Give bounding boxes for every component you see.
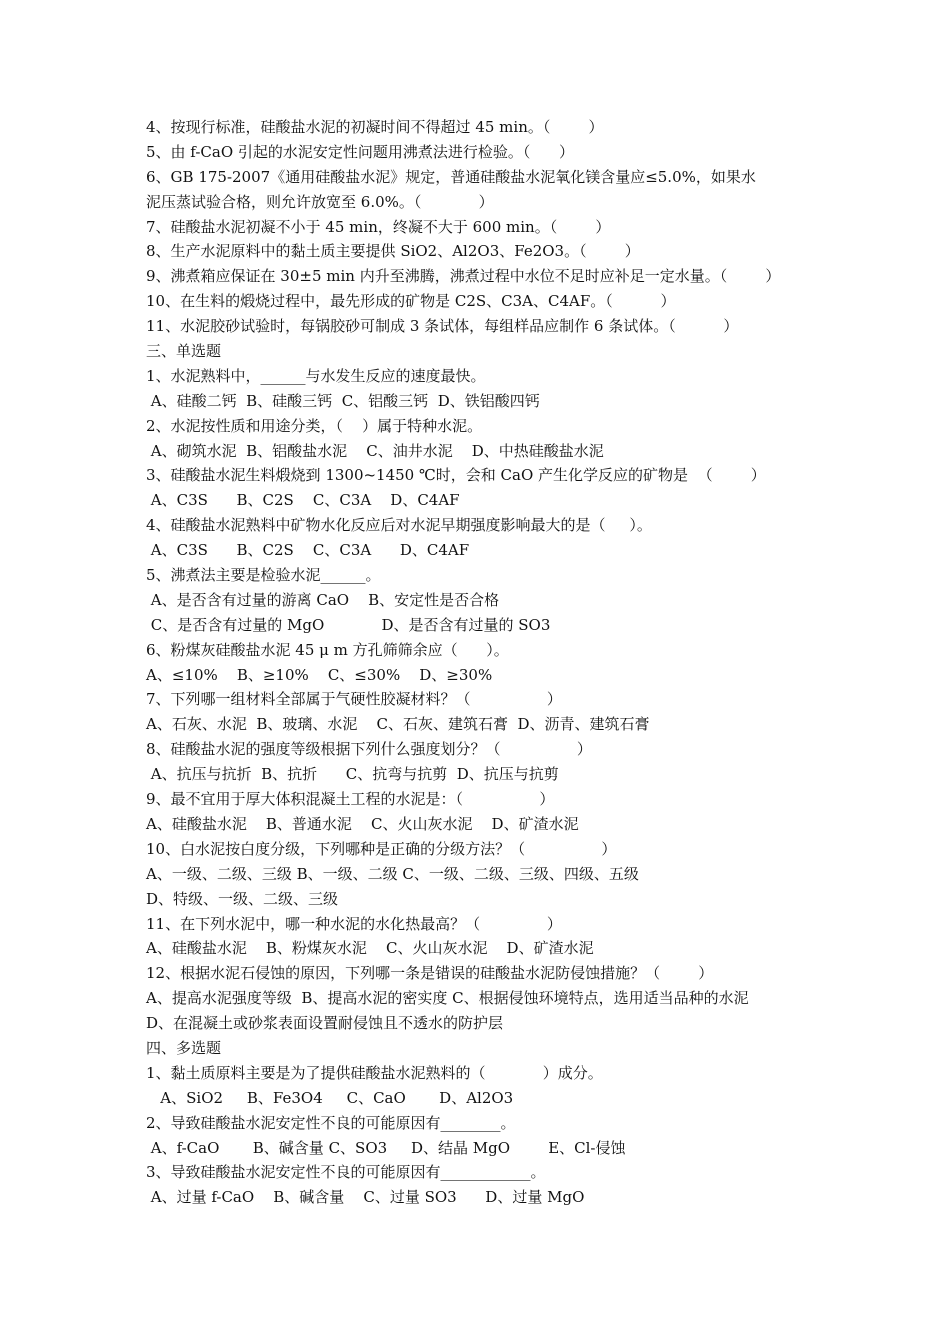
option-line: D、在混凝土或砂浆表面设置耐侵蚀且不透水的防护层 (146, 1014, 504, 1033)
question-line: 1、水泥熟料中，______与水发生反应的速度最快。 (146, 366, 486, 385)
question-line: 2、水泥按性质和用途分类，（ ）属于特种水泥。 (146, 416, 483, 435)
option-line: A、C3S B、C2S C、C3A D、C4AF (146, 541, 470, 560)
document-page (146, 115, 836, 1210)
question-line: 4、硅酸盐水泥熟料中矿物水化反应后对水泥早期强度影响最大的是（ ）。 (146, 516, 652, 535)
option-line: A、提高水泥强度等级 B、提高水泥的密实度 C、根据侵蚀环境特点，选用适当品种的水泥 (146, 989, 749, 1008)
option-line: D、特级、一级、二级、三级 (146, 889, 339, 908)
option-line: A、抗压与抗折 B、抗折 C、抗弯与抗剪 D、抗压与抗剪 (146, 765, 559, 784)
question-line: 6、GB 175-2007《通用硅酸盐水泥》规定，普通硅酸盐水泥氧化镁含量应≤5.0%，如果水 (146, 167, 756, 186)
question-line: 3、硅酸盐水泥生料煅烧到 1300~1450 ℃时，会和 CaO 产生化学反应的矿物是 （ ） (146, 466, 766, 485)
question-line: 3、导致硅酸盐水泥安定性不良的可能原因有____________。 (146, 1163, 546, 1182)
option-line: A、SiO2 B、Fe3O4 C、CaO D、Al2O3 (146, 1088, 514, 1107)
option-line: A、f-CaO B、碱含量 C、SO3 D、结晶 MgO E、Cl-侵蚀 (146, 1138, 626, 1157)
question-line: 9、最不宜用于厚大体积混凝土工程的水泥是：（ ） (146, 790, 555, 809)
question-line: 9、沸煮箱应保证在 30±5 min 内升至沸腾，沸煮过程中水位不足时应补足一定水量。（ ） (146, 267, 781, 286)
option-line: A、硅酸盐水泥 B、粉煤灰水泥 C、火山灰水泥 D、矿渣水泥 (146, 939, 594, 958)
question-line: 2、导致硅酸盐水泥安定性不良的可能原因有________。 (146, 1113, 516, 1132)
option-line: C、是否含有过量的 MgO D、是否含有过量的 SO3 (146, 615, 551, 634)
question-line: 5、沸煮法主要是检验水泥______。 (146, 566, 381, 585)
option-line: A、石灰、水泥 B、玻璃、水泥 C、石灰、建筑石膏 D、沥青、建筑石膏 (146, 715, 650, 734)
question-line: 5、由 f-CaO 引起的水泥安定性问题用沸煮法进行检验。（ ） (146, 142, 574, 161)
question-line: 7、硅酸盐水泥初凝不小于 45 min，终凝不大于 600 min。（ ） (146, 217, 611, 236)
question-line: 泥压蒸试验合格，则允许放宽至 6.0%。（ ） (146, 192, 494, 211)
option-line: A、一级、二级、三级 B、一级、二级 C、一级、二级、三级、四级、五级 (146, 864, 639, 883)
question-line: 10、在生料的煅烧过程中，最先形成的矿物是 C2S、C3A、C4AF。（ ） (146, 292, 676, 311)
option-line: A、过量 f-CaO B、碱含量 C、过量 SO3 D、过量 MgO (146, 1188, 585, 1207)
question-line: 11、在下列水泥中，哪一种水泥的水化热最高？（ ） (146, 914, 562, 933)
section-heading: 四、多选题 (146, 1038, 222, 1057)
option-line: A、砌筑水泥 B、铝酸盐水泥 C、油井水泥 D、中热硅酸盐水泥 (146, 441, 604, 460)
question-line: 8、硅酸盐水泥的强度等级根据下列什么强度划分？（ ） (146, 740, 592, 759)
question-line: 10、白水泥按白度分级，下列哪种是正确的分级方法？（ ） (146, 839, 617, 858)
option-line: A、是否含有过量的游离 CaO B、安定性是否合格 (146, 590, 500, 609)
question-line: 8、生产水泥原料中的黏土质主要提供 SiO2、Al2O3、Fe2O3。（ ） (146, 242, 640, 261)
option-line: A、硅酸二钙 B、硅酸三钙 C、铝酸三钙 D、铁铝酸四钙 (146, 391, 540, 410)
section-heading: 三、单选题 (146, 342, 222, 361)
question-line: 11、水泥胶砂试验时，每锅胶砂可制成 3 条试体，每组样品应制作 6 条试体。（ ） (146, 317, 739, 336)
question-line: 12、根据水泥石侵蚀的原因，下列哪一条是错误的硅酸盐水泥防侵蚀措施？（ ） (146, 964, 714, 983)
question-line: 4、按现行标准，硅酸盐水泥的初凝时间不得超过 45 min。（ ） (146, 118, 604, 136)
question-line: 7、下列哪一组材料全部属于气硬性胶凝材料？（ ） (146, 690, 562, 709)
question-line: 1、黏土质原料主要是为了提供硅酸盐水泥熟料的（ ）成分。 (146, 1063, 603, 1082)
question-line: 6、粉煤灰硅酸盐水泥 45 μ m 方孔筛筛余应（ ）。 (146, 640, 509, 659)
option-line: A、硅酸盐水泥 B、普通水泥 C、火山灰水泥 D、矿渣水泥 (146, 814, 579, 833)
option-line: A、≤10% B、≥10% C、≤30% D、≥30% (146, 665, 493, 684)
option-line: A、C3S B、C2S C、C3A D、C4AF (146, 491, 460, 510)
